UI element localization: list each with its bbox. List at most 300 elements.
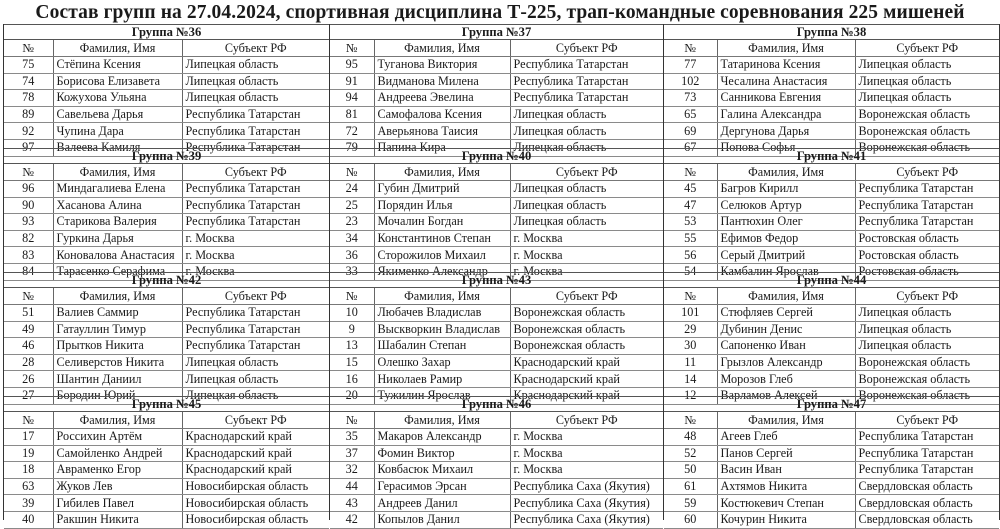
participant-number: 60 [664,511,717,528]
participant-number: 102 [664,73,717,90]
table-row [330,197,663,214]
column-header-name: Фамилия, Имя [717,40,855,57]
participant-number: 18 [4,462,53,479]
participant-name: Селюков Артур [717,197,855,214]
group-table [3,396,329,527]
group-title: Группа №39 [4,149,329,164]
participant-region: Ростовская область [855,230,999,247]
group-table [329,272,663,403]
column-header-row [664,40,999,57]
participant-number: 10 [330,305,374,322]
table-row [4,354,329,371]
participant-region: Липецкая область [510,214,663,231]
participant-region: Липецкая область [182,354,329,371]
participant-name: Тарасенко Серафима [53,263,182,280]
column-header-region: Субъект РФ [510,40,663,57]
group-table [3,148,329,279]
participant-name: Губин Дмитрий [374,181,510,198]
participant-region: Краснодарский край [182,462,329,479]
group-title: Группа №46 [330,397,663,412]
participant-region: Краснодарский край [510,387,663,404]
participant-number: 28 [4,354,53,371]
participant-number: 30 [664,338,717,355]
participant-name: Сапоненко Иван [717,338,855,355]
column-header-region: Субъект РФ [182,164,329,181]
participant-number: 43 [330,495,374,512]
participant-name: Самойленко Андрей [53,445,182,462]
column-header-num: № [330,288,374,305]
table-row [4,462,329,479]
participant-name: Шантин Даниил [53,371,182,388]
column-header-name: Фамилия, Имя [374,164,510,181]
participant-name: Прытков Никита [53,338,182,355]
table-row [664,321,999,338]
participant-name: Константинов Степан [374,230,510,247]
column-header-num: № [330,412,374,429]
participant-number: 20 [330,387,374,404]
participant-number: 78 [4,90,53,107]
column-header-row [664,412,999,429]
participant-name: Сторожилов Михаил [374,247,510,264]
table-row [4,429,329,446]
table-row [4,90,329,107]
column-header-region: Субъект РФ [855,40,999,57]
column-header-num: № [664,288,717,305]
column-header-name: Фамилия, Имя [53,412,182,429]
participant-name: Шабалин Степан [374,338,510,355]
participant-number: 93 [4,214,53,231]
table-row [330,247,663,264]
participant-region: Липецкая область [510,197,663,214]
participant-region: Республика Татарстан [855,429,999,446]
participant-number: 96 [4,181,53,198]
table-row [664,214,999,231]
group-table [329,148,663,279]
participant-name: Порядин Илья [374,197,510,214]
column-header-num: № [4,40,53,57]
table-row [330,214,663,231]
participant-name: Костюкевич Степан [717,495,855,512]
participant-name: Бородин Юрий [53,387,182,404]
table-row [330,478,663,495]
group-title: Группа №40 [330,149,663,164]
participant-region: г. Москва [510,247,663,264]
column-header-name: Фамилия, Имя [53,288,182,305]
table-row [4,106,329,123]
participant-region: Республика Татарстан [510,90,663,107]
participant-number: 23 [330,214,374,231]
participant-number: 75 [4,57,53,74]
participant-region: Республика Татарстан [182,181,329,198]
participant-number: 53 [664,214,717,231]
table-row [664,371,999,388]
participant-number: 69 [664,123,717,140]
table-row [4,230,329,247]
group-table [329,396,663,527]
participant-number: 51 [4,305,53,322]
participant-name: Коновалова Анастасия [53,247,182,264]
table-row [4,197,329,214]
group-title: Группа №44 [664,273,999,288]
column-header-row [4,40,329,57]
participant-region: Свердловская область [855,511,999,528]
document-title: Состав групп на 27.04.2024, спортивная дисциплина Т-225, трап-командные соревнования 225 мишеней [35,2,965,23]
participant-region: Воронежская область [855,387,999,404]
participant-region: Липецкая область [510,139,663,156]
participant-number: 44 [330,478,374,495]
column-header-name: Фамилия, Имя [374,288,510,305]
participant-number: 36 [330,247,374,264]
table-row [4,371,329,388]
participant-number: 95 [330,57,374,74]
table-row [330,106,663,123]
participant-region: Республика Саха (Якутия) [510,511,663,528]
participant-region: Липецкая область [182,57,329,74]
table-row [664,247,999,264]
column-header-region: Субъект РФ [855,412,999,429]
participant-region: Республика Татарстан [182,106,329,123]
participant-name: Гибилев Павел [53,495,182,512]
column-header-num: № [4,412,53,429]
participant-name: Старикова Валерия [53,214,182,231]
table-row [664,305,999,322]
table-row [664,495,999,512]
participant-number: 34 [330,230,374,247]
participant-number: 92 [4,123,53,140]
column-header-row [4,412,329,429]
participant-number: 47 [664,197,717,214]
participant-name: Самофалова Ксения [374,106,510,123]
group-table [663,396,999,527]
participant-region: Воронежская область [855,139,999,156]
participant-name: Андреев Данил [374,495,510,512]
participant-number: 32 [330,462,374,479]
participant-name: Ракшин Никита [53,511,182,528]
table-row [664,462,999,479]
table-row [330,321,663,338]
participant-name: Чесалина Анастасия [717,73,855,90]
participant-region: Воронежская область [855,371,999,388]
participant-region: Свердловская область [855,495,999,512]
group-table [663,148,999,279]
participant-number: 39 [4,495,53,512]
participant-name: Галина Александра [717,106,855,123]
column-header-row [330,164,663,181]
participant-region: г. Москва [510,429,663,446]
participant-number: 16 [330,371,374,388]
column-header-region: Субъект РФ [855,164,999,181]
participant-name: Тужилин Ярослав [374,387,510,404]
participant-region: Республика Татарстан [855,197,999,214]
participant-number: 79 [330,139,374,156]
participant-region: Новосибирская область [182,478,329,495]
table-row [330,305,663,322]
participant-region: г. Москва [510,263,663,280]
participant-name: Санникова Евгения [717,90,855,107]
column-header-row [330,40,663,57]
participant-name: Гатауллин Тимур [53,321,182,338]
participant-region: Липецкая область [855,57,999,74]
table-row [664,57,999,74]
participant-region: Липецкая область [510,181,663,198]
participant-region: Республика Татарстан [182,214,329,231]
participant-number: 77 [664,57,717,74]
participant-region: Краснодарский край [182,445,329,462]
participant-name: Багров Кирилл [717,181,855,198]
participant-name: Кожухова Ульяна [53,90,182,107]
participant-region: Липецкая область [510,106,663,123]
participant-name: Жуков Лев [53,478,182,495]
participant-region: г. Москва [510,445,663,462]
column-header-num: № [664,164,717,181]
table-row [4,181,329,198]
column-header-num: № [664,40,717,57]
participant-number: 11 [664,354,717,371]
participant-number: 52 [664,445,717,462]
participant-name: Селиверстов Никита [53,354,182,371]
participant-region: Воронежская область [510,338,663,355]
table-row [664,354,999,371]
table-row [330,230,663,247]
participant-number: 46 [4,338,53,355]
table-row [4,247,329,264]
participant-name: Фомин Виктор [374,445,510,462]
participant-region: Республика Татарстан [855,445,999,462]
participant-region: Республика Татарстан [182,197,329,214]
participant-name: Макаров Александр [374,429,510,446]
group-table [663,272,999,403]
participant-number: 29 [664,321,717,338]
participant-number: 9 [330,321,374,338]
participant-name: Мочалин Богдан [374,214,510,231]
participant-name: Валиев Саммир [53,305,182,322]
column-header-row [330,288,663,305]
column-header-name: Фамилия, Имя [374,40,510,57]
participant-region: Республика Татарстан [182,305,329,322]
group-table [663,24,999,155]
column-header-num: № [330,40,374,57]
participant-number: 56 [664,247,717,264]
table-row [330,429,663,446]
table-row [330,123,663,140]
participant-name: Кочурин Никита [717,511,855,528]
column-header-row [664,288,999,305]
column-header-num: № [664,412,717,429]
participant-region: Липецкая область [855,338,999,355]
group-title: Группа №41 [664,149,999,164]
participant-number: 101 [664,305,717,322]
column-header-name: Фамилия, Имя [717,164,855,181]
participant-name: Васин Иван [717,462,855,479]
participant-name: Варламов Алексей [717,387,855,404]
participant-region: Республика Татарстан [510,57,663,74]
participant-name: Якименко Александр [374,263,510,280]
table-row [664,123,999,140]
participant-region: Воронежская область [510,305,663,322]
participant-region: г. Москва [182,230,329,247]
participant-region: Липецкая область [855,321,999,338]
participant-number: 37 [330,445,374,462]
table-row [4,478,329,495]
table-row [4,445,329,462]
column-header-num: № [4,288,53,305]
participant-number: 40 [4,511,53,528]
group-title: Группа №38 [664,25,999,40]
table-row [664,181,999,198]
participant-number: 35 [330,429,374,446]
participant-number: 54 [664,263,717,280]
column-header-name: Фамилия, Имя [53,164,182,181]
participant-name: Дубинин Денис [717,321,855,338]
participant-number: 45 [664,181,717,198]
participant-name: Ковбасюк Михаил [374,462,510,479]
participant-region: Свердловская область [855,478,999,495]
group-title: Группа №47 [664,397,999,412]
participant-region: г. Москва [510,230,663,247]
table-row [4,123,329,140]
table-row [664,73,999,90]
table-row [330,445,663,462]
participant-region: г. Москва [182,263,329,280]
participant-name: Миндагалиева Елена [53,181,182,198]
group-table [3,24,329,155]
participant-region: Республика Татарстан [855,214,999,231]
table-row [4,305,329,322]
participant-name: Любачев Владислав [374,305,510,322]
participant-name: Авраменко Егор [53,462,182,479]
participant-region: Липецкая область [855,90,999,107]
column-header-region: Субъект РФ [182,412,329,429]
table-row [330,57,663,74]
participant-name: Чупина Дара [53,123,182,140]
participant-number: 42 [330,511,374,528]
participant-region: Республика Татарстан [855,181,999,198]
column-header-row [4,288,329,305]
participant-region: Липецкая область [855,305,999,322]
table-row [664,338,999,355]
table-row [330,371,663,388]
participant-name: Серый Дмитрий [717,247,855,264]
table-row [330,73,663,90]
participant-name: Хасанова Алина [53,197,182,214]
participant-number: 33 [330,263,374,280]
participant-region: Краснодарский край [182,429,329,446]
participant-name: Россихин Артём [53,429,182,446]
table-row [330,495,663,512]
column-header-name: Фамилия, Имя [374,412,510,429]
participant-number: 61 [664,478,717,495]
column-header-row [330,412,663,429]
column-header-name: Фамилия, Имя [717,288,855,305]
column-header-num: № [4,164,53,181]
participant-number: 19 [4,445,53,462]
participant-number: 59 [664,495,717,512]
participant-name: Гуркина Дарья [53,230,182,247]
participant-number: 63 [4,478,53,495]
participant-region: Ростовская область [855,263,999,280]
participant-region: Республика Саха (Якутия) [510,478,663,495]
table-row [4,321,329,338]
participant-name: Камбалин Ярослав [717,263,855,280]
participant-region: Краснодарский край [510,371,663,388]
participant-region: Воронежская область [855,106,999,123]
group-table [3,272,329,403]
participant-region: Новосибирская область [182,495,329,512]
column-header-num: № [330,164,374,181]
column-header-region: Субъект РФ [510,164,663,181]
participant-name: Ахтямов Никита [717,478,855,495]
participant-region: Воронежская область [855,123,999,140]
participant-name: Стёпина Ксения [53,57,182,74]
participant-region: Республика Татарстан [182,123,329,140]
participant-number: 27 [4,387,53,404]
participant-name: Андреева Эвелина [374,90,510,107]
participant-number: 72 [330,123,374,140]
table-row [664,230,999,247]
table-row [330,338,663,355]
table-row [664,197,999,214]
participant-number: 15 [330,354,374,371]
table-row [330,181,663,198]
participant-region: Липецкая область [855,73,999,90]
participant-number: 82 [4,230,53,247]
participant-name: Морозов Глеб [717,371,855,388]
table-row [664,106,999,123]
table-row [330,90,663,107]
participant-region: Краснодарский край [510,354,663,371]
participant-region: Липецкая область [510,123,663,140]
column-header-name: Фамилия, Имя [717,412,855,429]
participant-number: 14 [664,371,717,388]
table-row [664,445,999,462]
group-title: Группа №45 [4,397,329,412]
participant-region: Республика Татарстан [182,321,329,338]
participant-region: Липецкая область [182,73,329,90]
participant-region: Новосибирская область [182,511,329,528]
participant-number: 12 [664,387,717,404]
table-row [4,57,329,74]
participant-number: 94 [330,90,374,107]
participant-number: 91 [330,73,374,90]
column-header-row [4,164,329,181]
participant-name: Борисова Елизавета [53,73,182,90]
participant-name: Дергунова Дарья [717,123,855,140]
participant-name: Олешко Захар [374,354,510,371]
column-header-name: Фамилия, Имя [53,40,182,57]
participant-number: 24 [330,181,374,198]
participant-name: Савельева Дарья [53,106,182,123]
participant-number: 83 [4,247,53,264]
group-title: Группа №37 [330,25,663,40]
table-row [4,214,329,231]
participant-number: 50 [664,462,717,479]
participant-region: Липецкая область [182,90,329,107]
participant-region: Липецкая область [182,387,329,404]
participant-number: 89 [4,106,53,123]
group-title: Группа №36 [4,25,329,40]
table-row [330,354,663,371]
participant-name: Папина Кира [374,139,510,156]
participant-number: 13 [330,338,374,355]
participant-region: Воронежская область [510,321,663,338]
column-header-region: Субъект РФ [182,40,329,57]
participant-number: 73 [664,90,717,107]
participant-region: г. Москва [510,462,663,479]
table-row [4,338,329,355]
groups-grid [3,24,1000,527]
participant-number: 55 [664,230,717,247]
participant-region: г. Москва [182,247,329,264]
